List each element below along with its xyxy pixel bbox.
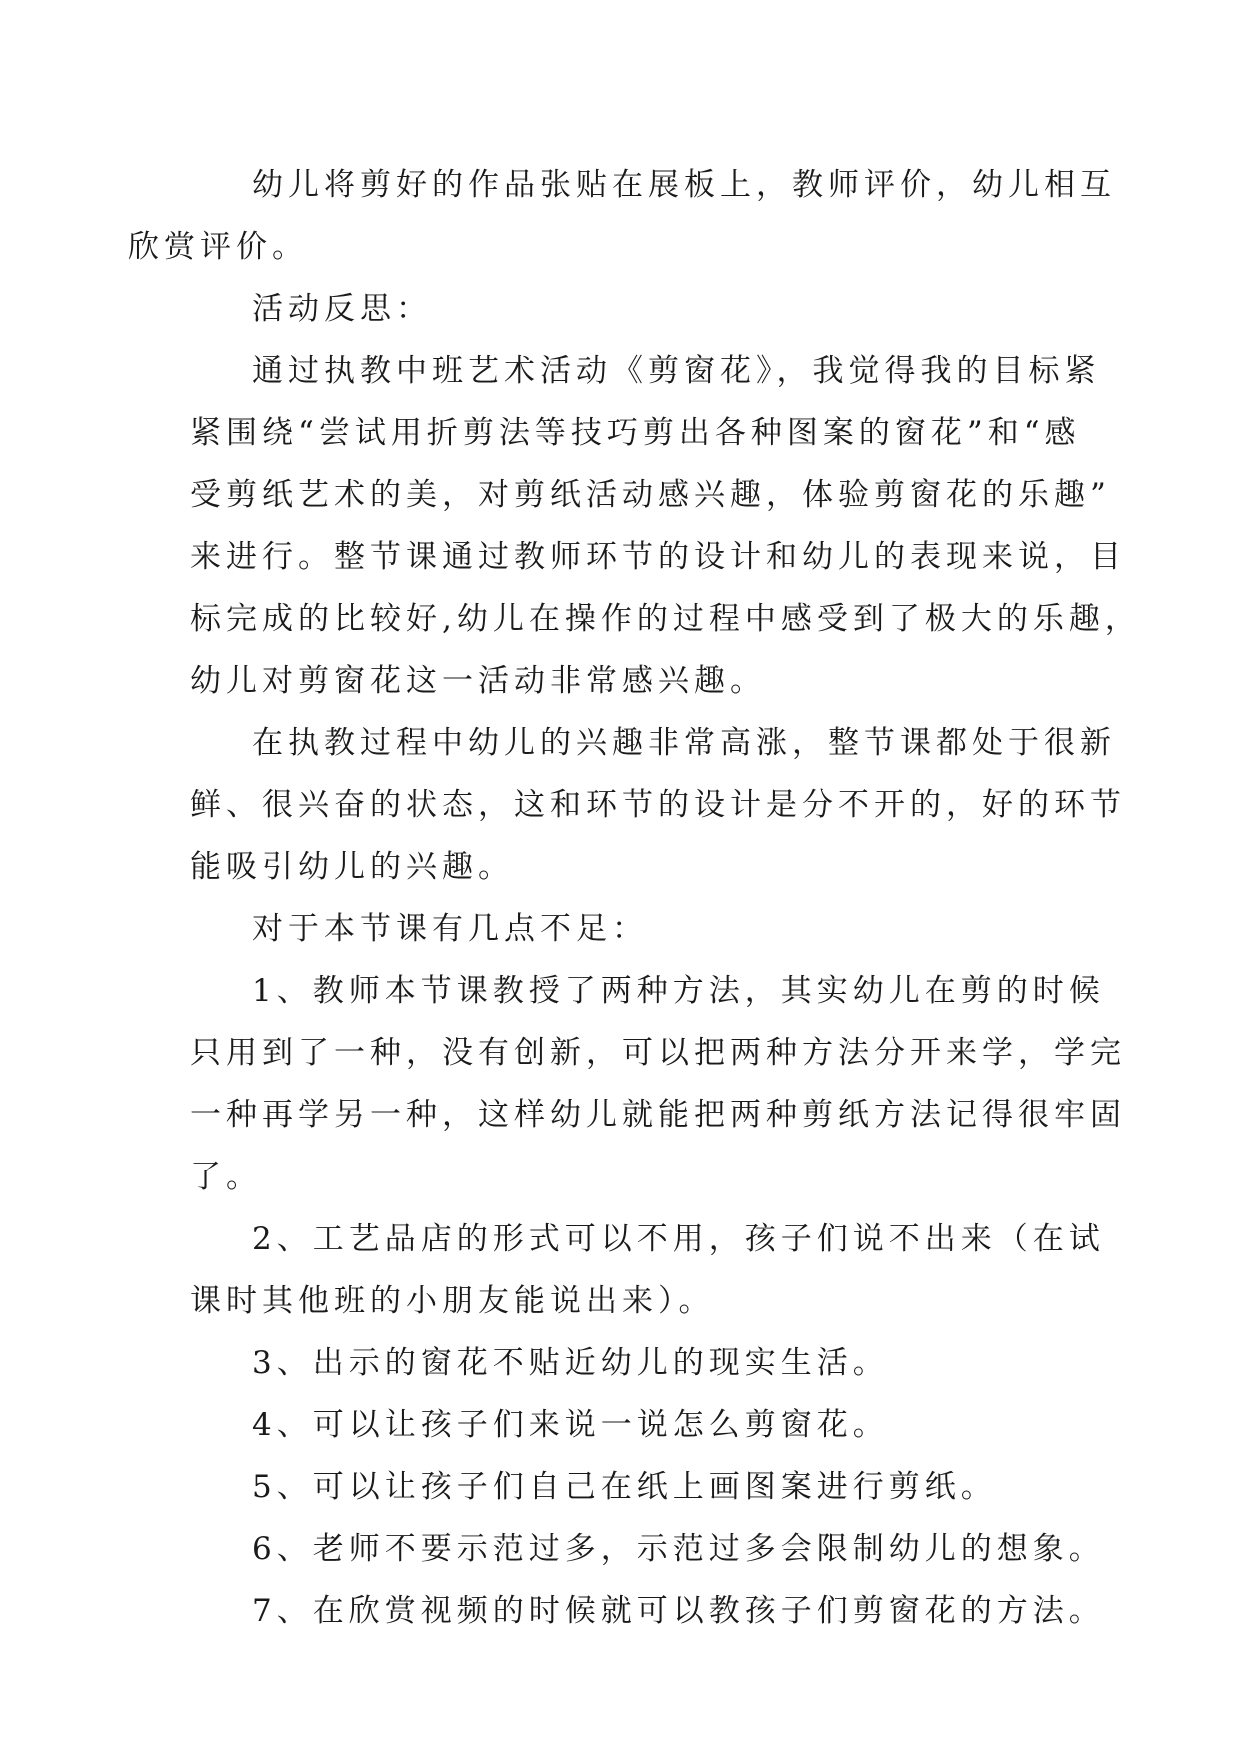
list-item [190,1456,1060,1518]
text-line: 活动反思： [252,291,432,327]
text-line: 标完成的比较好,幼儿在操作的过程中感受到了极大的乐趣， [190,601,1141,637]
list-item [190,960,1126,1208]
text-line: 1、教师本节课教授了两种方法，其实幼儿在剪的时候 [252,973,1105,1009]
text-line: 3、出示的窗花不贴近幼儿的现实生活。 [252,1345,889,1381]
paragraph [190,340,1141,712]
text-line: 来进行。整节课通过教师环节的设计和幼儿的表现来说，目 [190,539,1126,575]
document-body [128,154,1141,1642]
list-item [190,1518,1105,1580]
text-line: 4、可以让孩子们来说一说怎么剪窗花。 [252,1407,889,1443]
section-heading [190,278,1060,340]
paragraph [190,712,1126,898]
text-line: 2、工艺品店的形式可以不用，孩子们说不出来（在试 [252,1221,1105,1257]
text-line: 只用到了一种，没有创新，可以把两种方法分开来学，学完 [190,1035,1126,1071]
text-line: 对于本节课有几点不足： [252,911,648,947]
list-item [190,1580,1105,1642]
text-line: 了。 [190,1159,262,1195]
list-item [190,1394,1060,1456]
section-heading [190,898,1060,960]
text-line: 受剪纸艺术的美，对剪纸活动感兴趣，体验剪窗花的乐趣” [190,477,1111,513]
list-item [190,1208,1105,1332]
text-line: 5、可以让孩子们自己在纸上画图案进行剪纸。 [252,1469,997,1505]
text-line: 在执教过程中幼儿的兴趣非常高涨，整节课都处于很新 [252,725,1116,761]
text-line: 课时其他班的小朋友能说出来）。 [190,1283,715,1319]
text-line: 能吸引幼儿的兴趣。 [190,849,514,885]
text-line: 幼儿将剪好的作品张贴在展板上，教师评价，幼儿相互 [252,167,1116,203]
text-line: 6、老师不要示范过多，示范过多会限制幼儿的想象。 [252,1531,1105,1567]
text-line: 欣赏评价。 [128,229,308,265]
text-line: 幼儿对剪窗花这一活动非常感兴趣。 [190,663,766,699]
list-item [190,1332,1060,1394]
text-line: 一种再学另一种，这样幼儿就能把两种剪纸方法记得很牢固 [190,1097,1126,1133]
text-line: 紧围绕“尝试用折剪法等技巧剪出各种图案的窗花”和“感 [190,415,1081,451]
text-line: 鲜、很兴奋的状态，这和环节的设计是分不开的，好的环节 [190,787,1126,823]
text-line: 7、在欣赏视频的时候就可以教孩子们剪窗花的方法。 [252,1593,1105,1629]
text-line: 通过执教中班艺术活动《剪窗花》，我觉得我的目标紧 [252,353,1101,389]
paragraph [128,154,1116,278]
